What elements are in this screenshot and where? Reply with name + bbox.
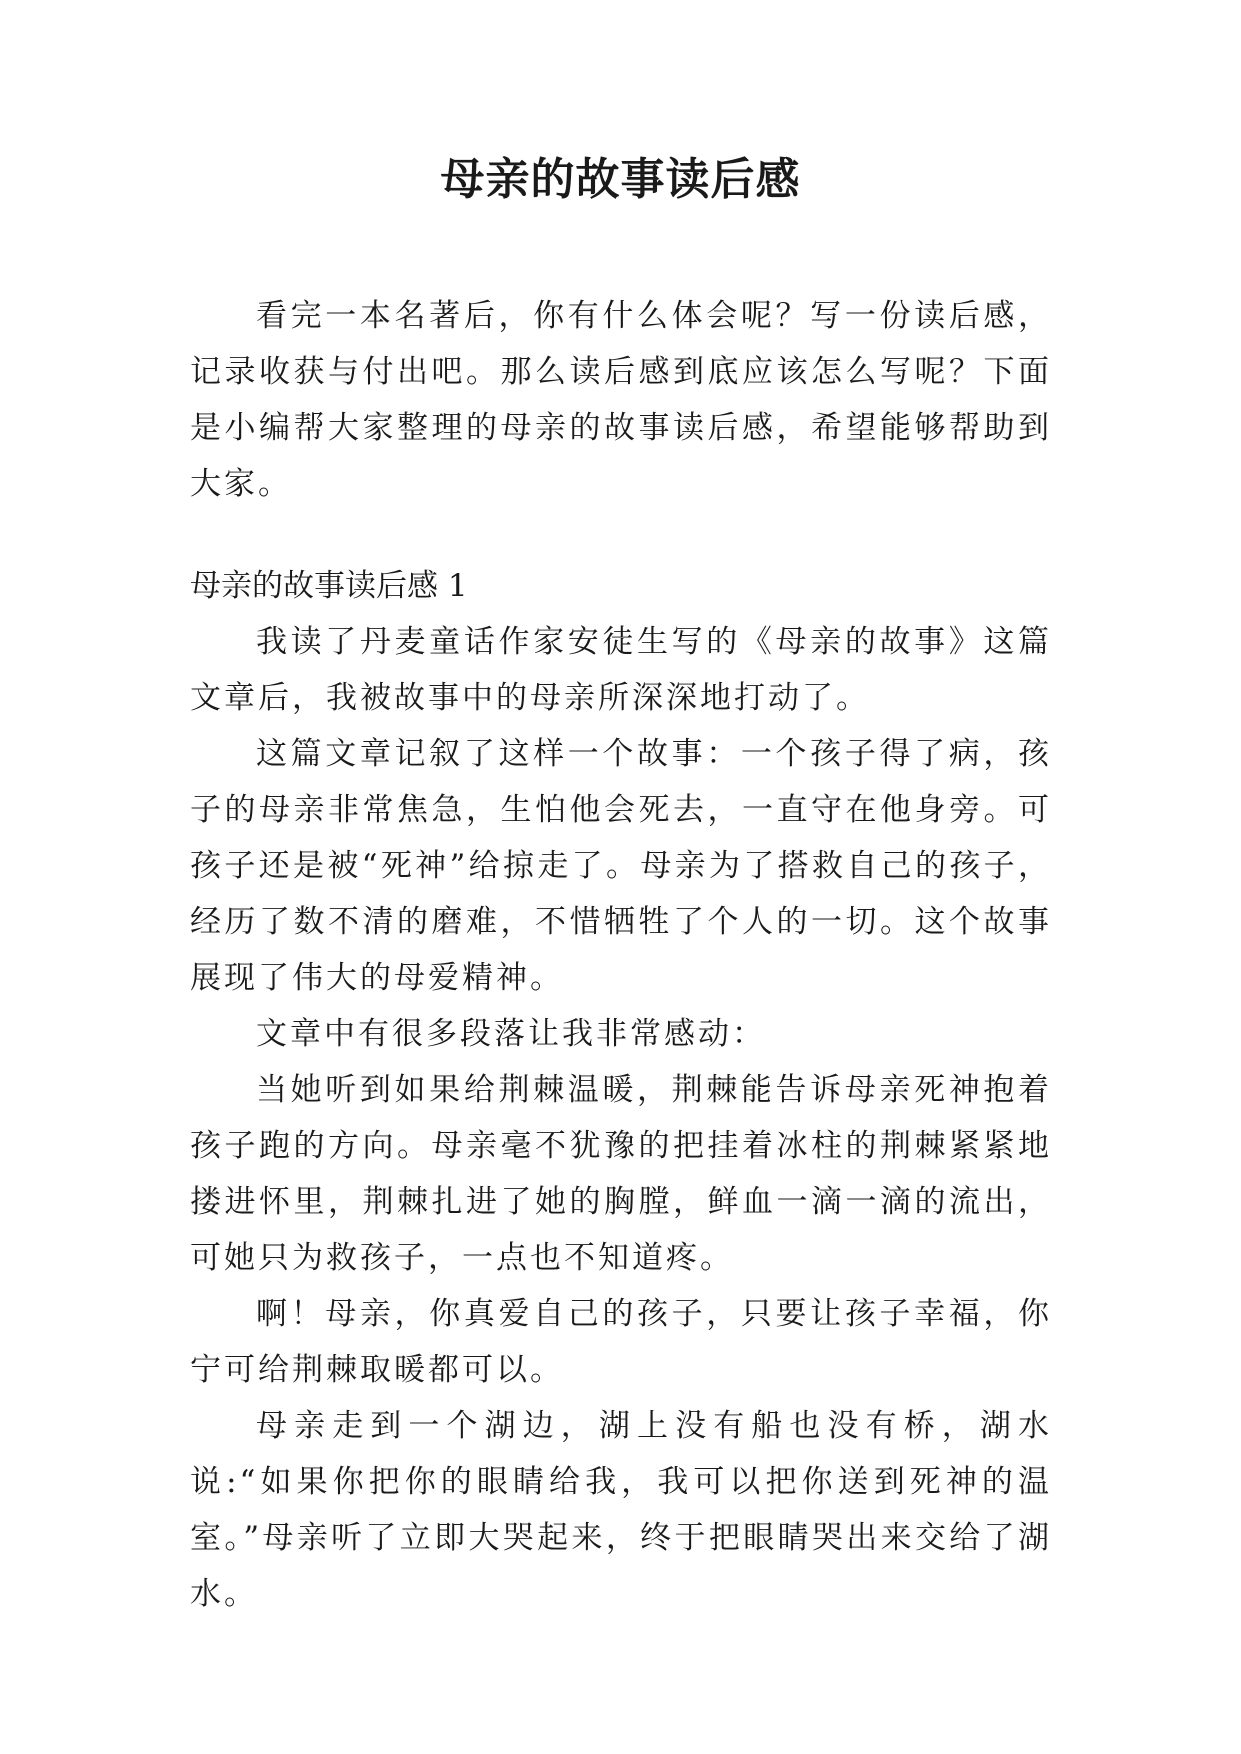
body-paragraph: 我读了丹麦童话作家安徒生写的《母亲的故事》这篇文章后，我被故事中的母亲所深深地打动了。 [190,624,1052,716]
section-heading: 母亲的故事读后感 1 [190,568,468,604]
body-paragraph: 母亲走到一个湖边，湖上没有船也没有桥，湖水说:“如果你把你的眼睛给我，我可以把你送到死神的温室。”母亲听了立即大哭起来，终于把眼睛哭出来交给了湖水。 [190,1408,1052,1612]
document-title: 母亲的故事读后感 [440,154,801,205]
body-paragraph: 当她听到如果给荆棘温暖，荆棘能告诉母亲死神抱着孩子跑的方向。母亲毫不犹豫的把挂着冰柱的荆棘紧紧地搂进怀里，荆棘扎进了她的胸膛，鲜血一滴一滴的流出，可她只为救孩子，一点也不知道疼。 [190,1072,1052,1276]
spacer [190,512,1052,558]
intro-paragraph: 看完一本名著后，你有什么体会呢？写一份读后感，记录收获与付出吧。那么读后感到底应该怎么写呢？下面是小编帮大家整理的母亲的故事读后感，希望能够帮助到大家。 [190,298,1052,502]
document-body [190,288,1052,1622]
body-paragraph: 这篇文章记叙了这样一个故事：一个孩子得了病，孩子的母亲非常焦急，生怕他会死去，一直守在他身旁。可孩子还是被“死神”给掠走了。母亲为了搭救自己的孩子，经历了数不清的磨难，不惜牺牲了个人的一切。这个故事展现了伟大的母爱精神。 [190,736,1052,996]
body-paragraph: 文章中有很多段落让我非常感动： [256,1016,766,1052]
body-paragraph: 啊！母亲，你真爱自己的孩子，只要让孩子幸福，你宁可给荆棘取暖都可以。 [190,1296,1052,1388]
